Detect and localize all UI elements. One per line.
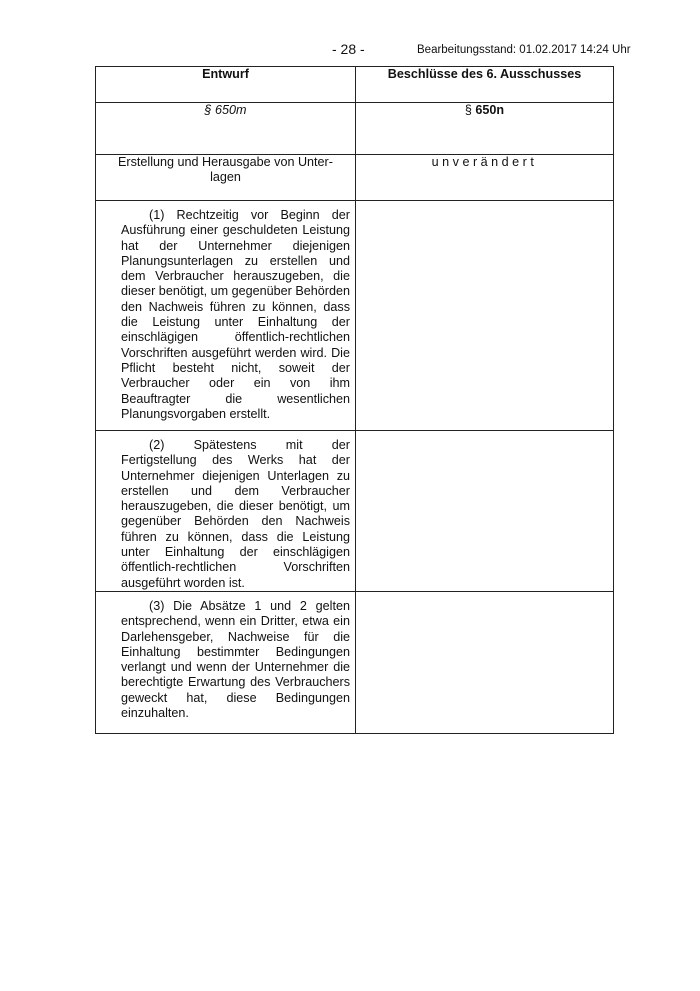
paragraph-1-resolution [356,201,614,431]
paragraph-row [96,591,614,733]
section-number-resolution [356,103,614,155]
title-row [96,155,614,201]
page-number: - 28 - [332,41,365,57]
section-row [96,103,614,155]
paragraph-2-text: (2) Spätestens mit der Fertigstellung des Werks hat der Unternehmer diejenigen Unterlagen zu erstellen und dem Verbraucher herauszugeben, die dieser benötigt, um gegenüber Behörden den Nachweis führen zu können, dass die Leistung unter Einhaltung der einschlägigen öffentlich-rechtlichen Vorschriften ausgeführt worden ist. [121,438,350,590]
section-number-draft [96,103,356,155]
section-sign: § [464,103,476,117]
paragraph-3-resolution [356,591,614,733]
section-title-draft: Erstellung und Herausgabe von Unter-lagen [96,155,356,201]
section-number-draft-text: § 650m [204,103,247,117]
paragraph-3-draft [96,591,356,733]
column-header-resolution: Beschlüsse des 6. Ausschusses [356,67,614,103]
comparison-table [95,66,614,734]
paragraph-row [96,431,614,592]
paragraph-2-resolution [356,431,614,592]
table-header-row [96,67,614,103]
paragraph-row [96,201,614,431]
edit-status: Bearbeitungsstand: 01.02.2017 14:24 Uhr [417,44,631,56]
paragraph-1-draft [96,201,356,431]
section-title-resolution: unverändert [356,155,614,201]
paragraph-2-draft [96,431,356,592]
section-number-resolution-text: 650n [475,103,505,117]
column-header-draft: Entwurf [96,67,356,103]
paragraph-1-text: (1) Rechtzeitig vor Beginn der Ausführung einer geschuldeten Leistung hat der Unternehmer diejenigen Planungsunterlagen zu erstellen und dem Verbraucher herauszugeben, die dieser benötigt, um gegenüber Behörden den Nachweis führen zu können, dass die Leistung unter Einhaltung der einschlägigen öffentlich-rechtlichen Vorschriften ausgeführt werden wird. Die Pflicht besteht nicht, soweit der Verbraucher oder ein von ihm Beauftragter die wesentlichen Planungsvorgaben erstellt. [121,208,350,421]
paragraph-3-text: (3) Die Absätze 1 und 2 gelten entsprechend, wenn ein Dritter, etwa ein Darlehensgeber, Nachweise für die Einhaltung bestimmter Bedingungen verlangt und wenn der Unternehmer die berechtigte Erwartung des Verbrauchers geweckt hat, diese Bedingungen einzuhalten. [121,598,350,721]
